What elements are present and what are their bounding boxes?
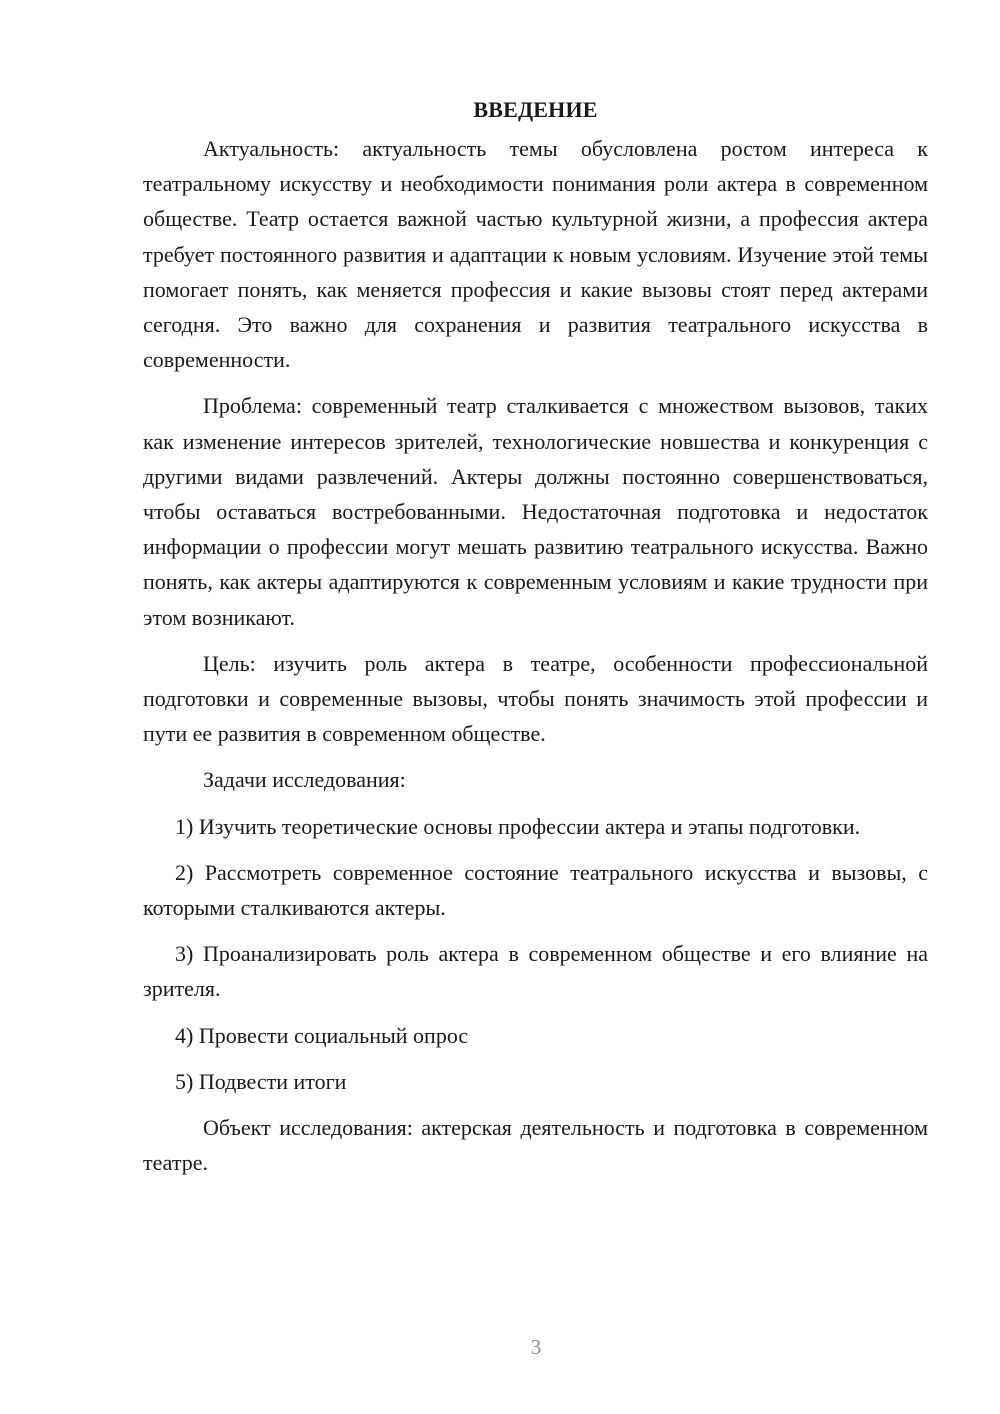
paragraph-goal: Цель: изучить роль актера в театре, особенности профессиональной подготовки и современные вызовы, чтобы понять значимость этой профессии и пути ее развития в современном обществе.: [143, 650, 928, 747]
document-body: [143, 93, 928, 1191]
task-item-5: 5) Подвести итоги: [175, 1068, 347, 1094]
paragraph-object: Объект исследования: актерская деятельность и подготовка в современном театре.: [143, 1115, 928, 1176]
task-item-1: 1) Изучить теоретические основы профессии актера и этапы подготовки.: [175, 813, 861, 839]
task-item-4: 4) Провести социальный опрос: [175, 1022, 469, 1048]
tasks-title: Задачи исследования:: [203, 767, 406, 793]
paragraph-relevance: Актуальность: актуальность темы обусловлена ростом интереса к театральному искусству и необходимости понимания роли актера в современном обществе. Театр остается важной частью культурной жизни, а профессия актера требует постоянного развития и адаптации к новым условиям. Изучение этой темы помогает понять, как меняется профессия и какие вызовы стоят перед актерами сегодня. Это важно для сохранения и развития театрального искусства в современности.: [143, 136, 928, 373]
paragraph-problem: Проблема: современный театр сталкивается с множеством вызовов, таких как изменение интересов зрителей, технологические новшества и конкуренция с другими видами развлечений. Актеры должны постоянно совершенствоваться, чтобы оставаться востребованными. Недостаточная подготовка и недостаток информации о профессии могут мешать развитию театрального искусства. Важно понять, как актеры адаптируются к современным условиям и какие трудности при этом возникают.: [143, 393, 928, 630]
task-item-3: 3) Проанализировать роль актера в современном обществе и его влияние на зрителя.: [143, 941, 928, 1002]
page-title: ВВЕДЕНИЕ: [473, 97, 598, 122]
task-item-2: 2) Рассмотреть современное состояние театрального искусства и вызовы, с которыми сталкиваются актеры.: [143, 859, 928, 921]
page-number: 3: [530, 1335, 542, 1359]
